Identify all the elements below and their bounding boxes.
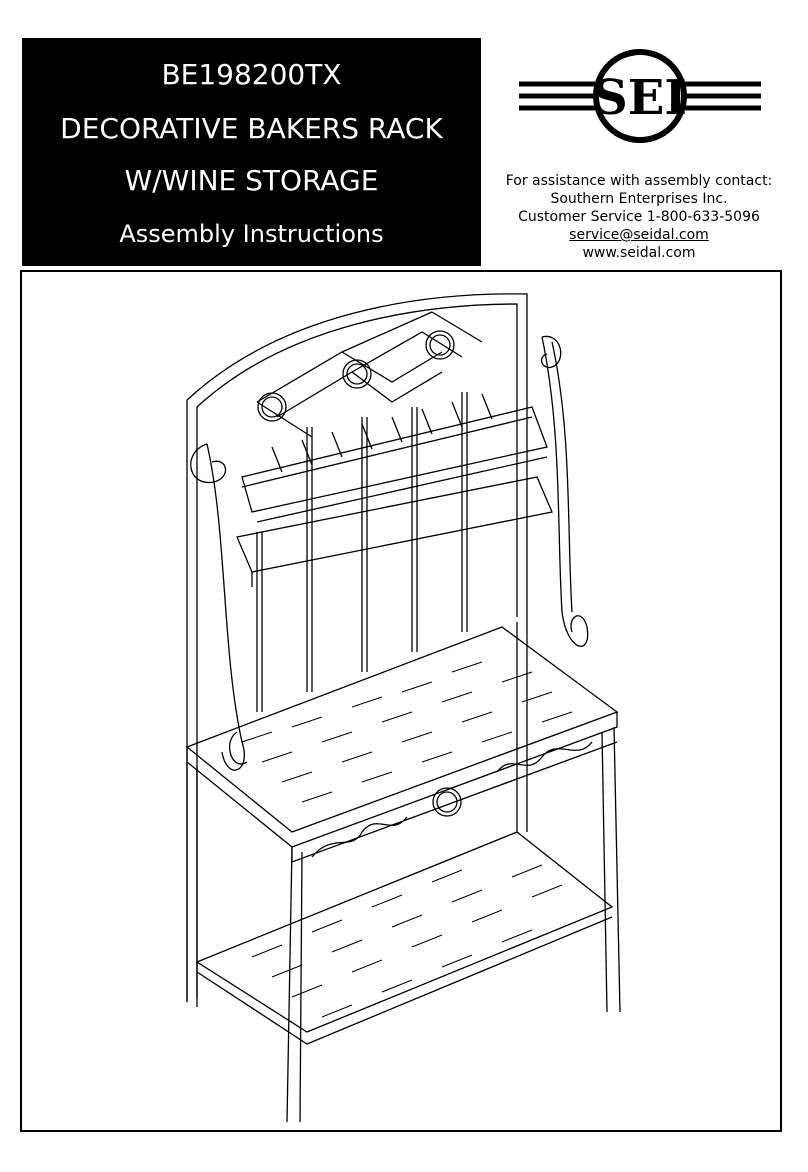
contact-intro: For assistance with assembly contact: (505, 173, 773, 189)
contact-website-link[interactable]: www.seidal.com (582, 245, 696, 261)
contact-email-link[interactable]: service@seidal.com (569, 227, 709, 243)
sei-logo-icon (515, 46, 765, 146)
contact-block (484, 172, 794, 262)
illustration-frame (20, 270, 782, 1132)
contact-phone: Customer Service 1-800-633-5096 (518, 209, 760, 225)
title-block (22, 38, 481, 266)
document-subtitle: Assembly Instructions (119, 220, 384, 248)
model-number: BE198200TX (161, 58, 342, 91)
contact-company: Southern Enterprises Inc. (550, 191, 728, 207)
logo-text: SEI (593, 70, 687, 126)
product-name-line2: W/WINE STORAGE (124, 164, 379, 197)
product-name-line1: DECORATIVE BAKERS RACK (60, 112, 443, 145)
bakers-rack-illustration (22, 272, 780, 1130)
